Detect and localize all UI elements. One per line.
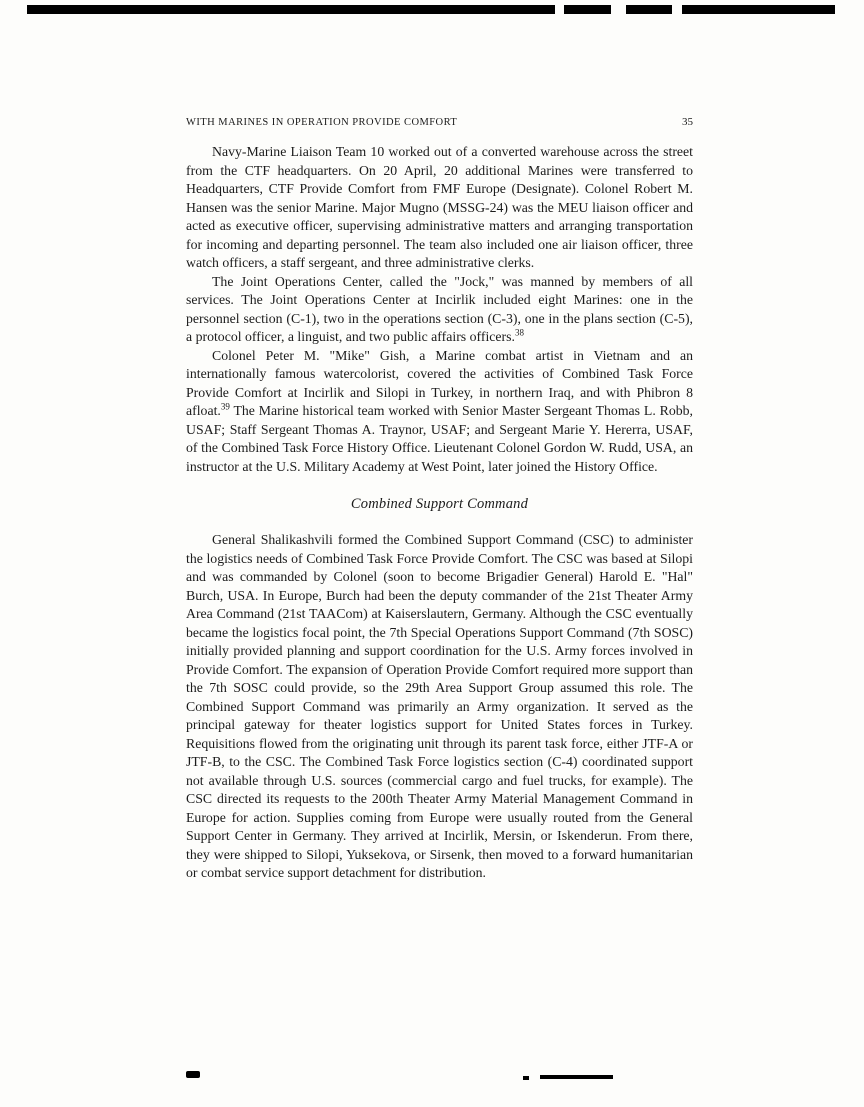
footnote-ref-38: 38 bbox=[514, 327, 524, 338]
running-title: WITH MARINES IN OPERATION PROVIDE COMFORT bbox=[186, 117, 458, 128]
paragraph-combined-support-command: General Shalikashvili formed the Combined Support Command (CSC) to administer the logistics needs of Combined Task Force Provide Comfort. The CSC was based at Silopi and was commanded by Colonel (soon to become Brigadier General) Harold E. "Hal" Burch, USA. In Europe, Burch had been the deputy commander of the 21st Theater Army Area Command (21st TAACom) at Kaiserslautern, Germany. Although the CSC eventually became the logistics focal point, the 7th Special Operations Support Command (7th SOSC) initially provided planning and support coordination for the U.S. Army forces involved in Provide Comfort. The expansion of Operation Provide Comfort required more support than the 7th SOSC could provide, so the 29th Area Support Group assumed this role. The Combined Support Command was primarily an Army organization. It served as the principal gateway for theater logistics support for United States forces in Turkey. Requisitions flowed from the originating unit through its parent task force, either JTF-A or JTF-B, to the CSC. The Combined Task Force logistics section (C-4) coordinated support not available through U.S. sources (commercial cargo and fuel trucks, for example). The CSC directed its requests to the 200th Theater Army Material Management Command in Europe for action. Supplies coming from Europe were usually routed from the General Support Center in Germany. They arrived at Incirlik, Mersin, or Iskenderun. From there, they were shipped to Silopi, Yuksekova, or Sirsenk, then moved to a forward humanitarian or combat service support detachment for distribution. bbox=[186, 532, 693, 880]
scan-artifact-bottom-mark bbox=[186, 1071, 200, 1078]
running-header bbox=[186, 116, 693, 128]
scan-artifact-bottom-mark bbox=[523, 1076, 529, 1080]
paragraph-joint-operations-center-text: The Joint Operations Center, called the "Jock," was manned by members of all services. The Joint Operations Center at Incirlik included eight Marines: one in the personnel section (C-1), two in the operations section (C-3), one in the plans section (C-5), a protocol officer, a linguist, and two public affairs officers. bbox=[186, 273, 693, 344]
paragraph-historical-team bbox=[186, 347, 693, 477]
page-number: 35 bbox=[682, 116, 693, 128]
paragraph-joint-operations-center bbox=[186, 273, 693, 347]
section-heading: Combined Support Command bbox=[350, 496, 529, 512]
scan-artifact-gap bbox=[555, 5, 564, 14]
text-block bbox=[186, 116, 693, 883]
scan-artifact-gap bbox=[672, 5, 682, 14]
scan-artifact-top-bar bbox=[27, 5, 835, 14]
paragraph-navy-marine-liaison: Navy-Marine Liaison Team 10 worked out of a converted warehouse across the street from the CTF headquarters. On 20 April, 20 additional Marines were transferred to Headquarters, CTF Provide Comfort from FMF Europe (Designate). Colonel Robert M. Hansen was the senior Marine. Major Mugno (MSSG-24) was the MEU liaison officer and acted as executive officer, supervising administrative matters and arranging transportation for incoming and departing personnel. The team also included one air liaison officer, three watch officers, a staff sergeant, and three administrative clerks. bbox=[186, 144, 693, 270]
footnote-ref-39: 39 bbox=[220, 401, 230, 412]
scan-artifact-bottom-mark bbox=[540, 1075, 613, 1079]
paragraph-historical-team-text-b: The Marine historical team worked with Senior Master Sergeant Thomas L. Robb, USAF; Staff Sergeant Thomas A. Traynor, USAF; and Sergeant Marie Y. Hererra, USAF, of the Combined Task Force History Office. Lieutenant Colonel Gordon W. Rudd, USA, an instructor at the U.S. Military Academy at West Point, later joined the History Office. bbox=[186, 403, 693, 474]
paragraph-historical-team-text-a: Colonel Peter M. "Mike" Gish, a Marine combat artist in Vietnam and an internationally famous watercolorist, covered the activities of Combined Task Force Provide Comfort at Incirlik and Silopi in Turkey, in northern Iraq, and with Phibron 8 afloat. bbox=[186, 347, 693, 418]
scan-artifact-gap bbox=[611, 5, 626, 14]
